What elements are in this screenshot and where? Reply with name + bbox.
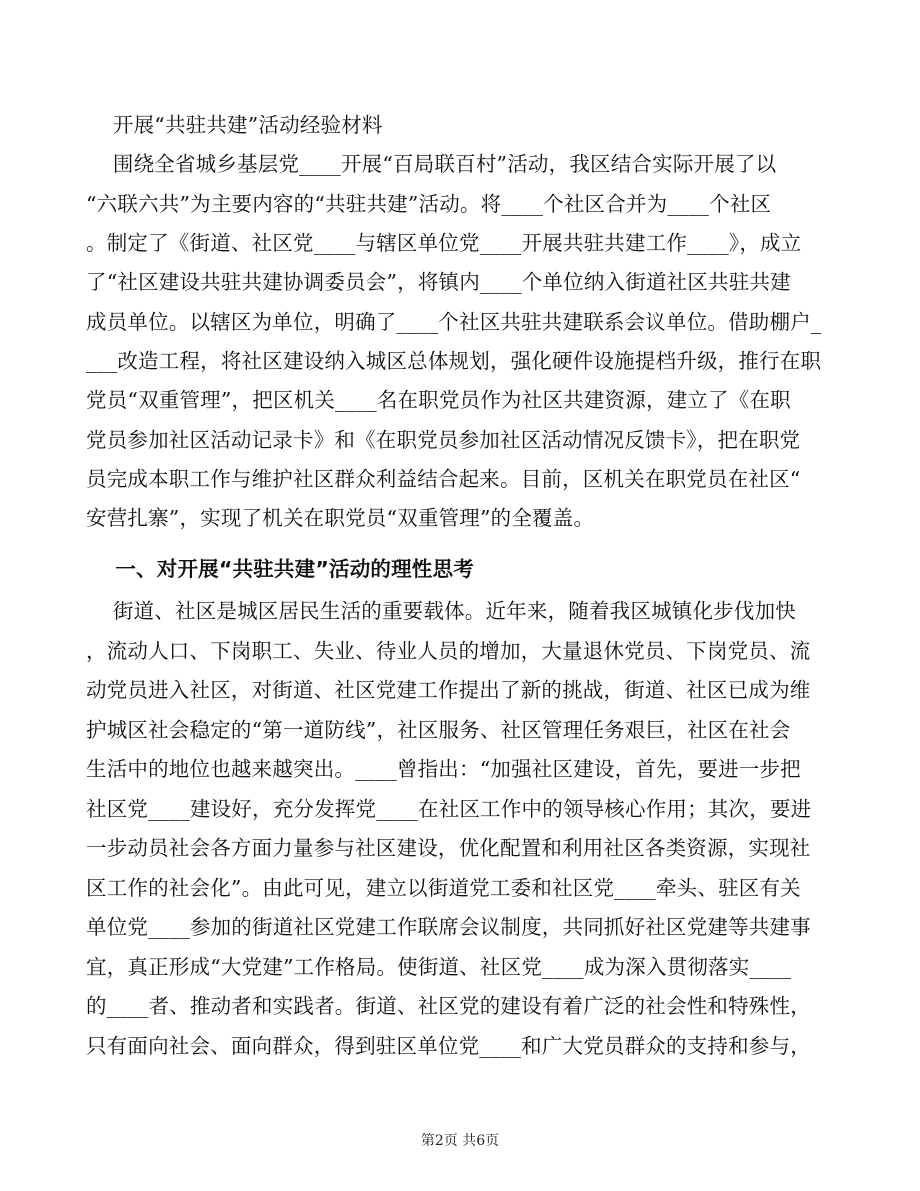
text-line: 围绕全省城乡基层党____开展“百局联百村”活动，我区结合实际开展了以 [86, 152, 777, 176]
text-line: 一步动员社会各方面力量参与社区建设，优化配置和利用社区各类资源，实现社 [86, 836, 811, 860]
text-line: 的____者、推动者和实践者。街道、社区党的建设有着广泛的社会性和特殊性， [86, 994, 811, 1018]
text-line: 只有面向社会、面向群众，得到驻区单位党____和广大党员群众的支持和参与， [86, 1034, 811, 1058]
section-heading: 一、对开展“共驻共建”活动的理性思考 [86, 557, 474, 581]
text-line: 安营扎寨”，实现了机关在职党员“双重管理”的全覆盖。 [86, 506, 595, 530]
text-line: 动党员进入社区，对街道、社区党建工作提出了新的挑战，街道、社区已成为维 [86, 678, 811, 702]
text-line: 生活中的地位也越来越突出。____曾指出：“加强社区建设，首先，要进一步把 [86, 757, 801, 781]
text-line: 成员单位。以辖区为单位，明确了____个社区共驻共建联系会议单位。借助棚户_ [86, 310, 822, 334]
text-line: 社区党____建设好，充分发挥党____在社区工作中的领导核心作用；其次，要进 [86, 797, 812, 821]
document-title: 开展“共驻共建”活动经验材料 [86, 113, 383, 137]
text-line: “六联六共”为主要内容的“共驻共建”活动。将____个社区合并为____个社区 [86, 192, 772, 216]
text-line: ___改造工程，将社区建设纳入城区总体规划，强化硬件设施提档升级，推行在职 [86, 349, 822, 373]
text-line: 街道、社区是城区居民生活的重要载体。近年来，随着我区城镇化步伐加快 [86, 599, 796, 623]
text-line: 宜，真正形成“大党建”工作格局。使街道、社区党____成为深入贯彻落实____ [86, 955, 792, 979]
text-line: 单位党____参加的街道社区党建工作联席会议制度，共同抓好社区党建等共建事 [86, 915, 811, 939]
text-line: 员完成本职工作与维护社区群众利益结合起来。目前，区机关在职党员在社区“ [86, 467, 801, 491]
page-number: 第2页 共6页 [420, 1133, 500, 1149]
text-line: 护城区社会稳定的“第一道防线”，社区服务、社区管理任务艰巨，社区在社会 [86, 718, 791, 742]
text-line: 党员“双重管理”，把区机关____名在职党员作为社区共建资源，建立了《在职 [86, 388, 791, 412]
text-line: 。制定了《街道、社区党____与辖区单位党____开展共驻共建工作____》，成立 [86, 231, 802, 255]
text-line: 党员参加社区活动记录卡》和《在职党员参加社区活动情况反馈卡》，把在职党 [86, 428, 801, 452]
text-line: 了“社区建设共驻共建协调委员会”，将镇内____个单位纳入街道社区共驻共建 [86, 270, 791, 294]
text-line: 区工作的社会化”。由此可见，建立以街道党工委和社区党____牵头、驻区有关 [86, 876, 801, 900]
text-line: ，流动人口、下岗职工、失业、待业人员的增加，大量退休党员、下岗党员、流 [86, 639, 811, 663]
